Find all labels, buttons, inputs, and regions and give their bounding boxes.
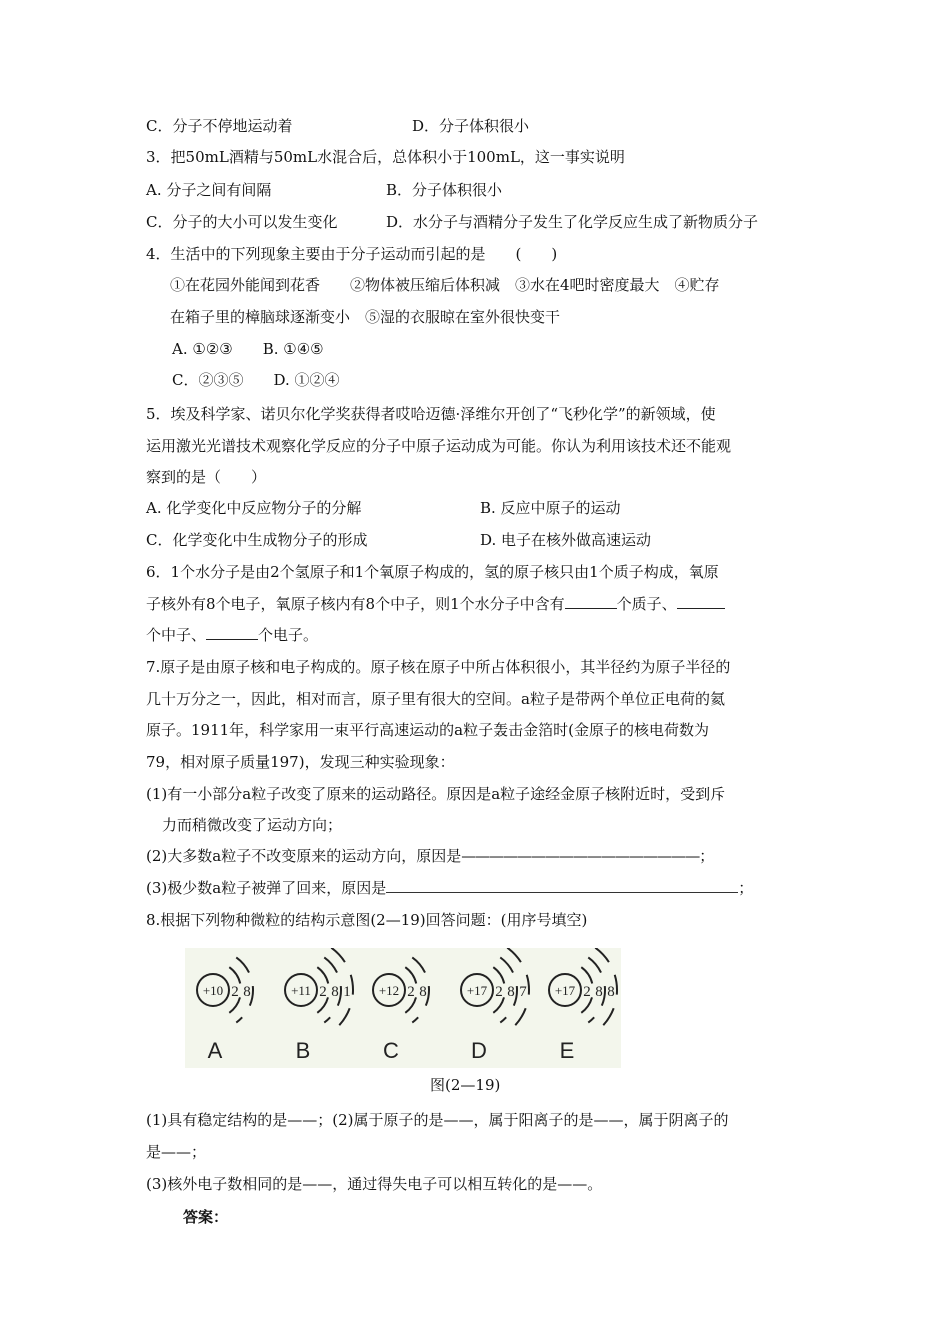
atom-letter: C bbox=[383, 1038, 399, 1063]
option-c-q3: C．分子的大小可以发生变化 bbox=[146, 213, 338, 231]
q4-options-cd: C．②③⑤ D. ①②④ bbox=[172, 371, 340, 389]
q7-part2 bbox=[146, 846, 714, 866]
question-7-line4: 79，相对原子质量197)，发现三种实验现象： bbox=[146, 753, 455, 771]
q7-part2-dashes: ————————————————— bbox=[461, 847, 700, 865]
atom-diagram-c bbox=[373, 957, 429, 1063]
question-5-line1: 5．埃及科学家、诺贝尔化学奖获得者哎哈迈德·泽维尔开创了“飞秒化学”的新领域，使 bbox=[146, 405, 716, 423]
shell-electron-count: 2 bbox=[495, 984, 503, 1000]
q7-part3 bbox=[146, 878, 753, 898]
question-7-line2: 几十万分之一，因此，相对而言，原子里有很大的空间。a粒子是带两个单位正电荷的氦 bbox=[146, 690, 725, 708]
question-7-line3: 原子。1911年，科学家用一束平行高速运动的a粒子轰击金箔时(金原子的核电荷数为 bbox=[146, 721, 709, 739]
q6-text-part1: 子核外有8个电子，氧原子核内有8个中子，则1个水分子中含有 bbox=[146, 595, 565, 613]
shell-electron-count: 2 bbox=[407, 984, 415, 1000]
atom-letter: B bbox=[295, 1038, 311, 1063]
question-5-line3: 察到的是（ ） bbox=[146, 468, 267, 486]
option-d-q2: D．分子体积很小 bbox=[412, 117, 530, 135]
question-6-line3 bbox=[146, 625, 318, 645]
q6-text-part4: 个电子。 bbox=[258, 626, 319, 644]
shell-electron-count: 8 bbox=[595, 984, 603, 1000]
nucleus-charge: +10 bbox=[202, 983, 224, 998]
q7-part2-text: (2)大多数a粒子不改变原来的运动方向，原因是 bbox=[146, 847, 462, 865]
q6-text-part3: 个中子、 bbox=[146, 626, 207, 644]
shell-electron-count: 8 bbox=[607, 984, 615, 1000]
shell-electron-count: 1 bbox=[343, 984, 351, 1000]
blank-electrons bbox=[206, 630, 258, 640]
shell-electron-count: 8 bbox=[507, 984, 515, 1000]
nucleus-charge: +12 bbox=[378, 983, 400, 998]
atom-diagram-a bbox=[197, 957, 253, 1063]
q4-options-ab: A. ①②③ B. ①④⑤ bbox=[172, 340, 324, 358]
option-d-q5: D. 电子在核外做高速运动 bbox=[480, 531, 652, 549]
shell-electron-count: 8 bbox=[243, 984, 251, 1000]
shell-electron-count: 2 bbox=[319, 984, 327, 1000]
shell-electron-count: 2 bbox=[231, 984, 239, 1000]
q8-part1-line2: 是——； bbox=[146, 1143, 207, 1161]
question-3: 3．把50mL酒精与50mL水混合后，总体积小于100mL，这一事实说明 bbox=[146, 148, 625, 166]
atom-letter: A bbox=[207, 1038, 223, 1063]
blank-neutrons bbox=[677, 599, 725, 609]
q8-part3: (3)核外电子数相同的是——，通过得失电子可以相互转化的是——。 bbox=[146, 1175, 603, 1193]
q8-part1-line1: (1)具有稳定结构的是——；(2)属于原子的是——，属于阳离子的是——，属于阴离子的 bbox=[146, 1111, 729, 1129]
q7-part1-line1: (1)有一小部分a粒子改变了原来的运动路径。原因是a粒子途经金原子核附近时，受到斥 bbox=[146, 785, 726, 803]
q7-part2-end: ； bbox=[699, 847, 715, 865]
q7-part1-line2: 力而稍微改变了运动方向； bbox=[162, 816, 343, 834]
option-c-q5: C．化学变化中生成物分子的形成 bbox=[146, 531, 368, 549]
q4-items-line1: ①在花园外能闻到花香 ②物体被压缩后体积减 ③水在4吧时密度最大 ④贮存 bbox=[170, 276, 720, 294]
atom-diagram-b bbox=[285, 948, 353, 1063]
nucleus-charge: +17 bbox=[466, 983, 488, 998]
atom-diagram-d bbox=[461, 948, 529, 1063]
question-6-line1: 6．1个水分子是由2个氢原子和1个氧原子构成的，氢的原子核只由1个质子构成，氧原 bbox=[146, 563, 719, 581]
atom-structure-figure bbox=[185, 948, 621, 1068]
q6-text-part2: 个质子、 bbox=[616, 595, 677, 613]
q7-part3-text: (3)极少数a粒子被弹了回来，原因是 bbox=[146, 879, 387, 897]
answer-heading: 答案： bbox=[183, 1208, 229, 1226]
shell-electron-count: 8 bbox=[331, 984, 339, 1000]
nucleus-charge: +17 bbox=[554, 983, 576, 998]
answer-blank-q7-3[interactable] bbox=[386, 878, 738, 893]
question-7-line1: 7.原子是由原子核和电子构成的。原子核在原子中所占体积很小，其半径约为原子半径的 bbox=[146, 658, 731, 676]
option-c-q2: C．分子不停地运动着 bbox=[146, 117, 293, 135]
shell-electron-count: 2 bbox=[583, 984, 591, 1000]
option-a-q3: A. 分子之间有间隔 bbox=[146, 181, 272, 199]
option-b-q5: B. 反应中原子的运动 bbox=[480, 499, 621, 517]
atom-letter: E bbox=[559, 1038, 575, 1063]
option-b-q3: B．分子体积很小 bbox=[386, 181, 503, 199]
atom-letter: D bbox=[471, 1038, 487, 1063]
shell-electron-count: 8 bbox=[419, 984, 427, 1000]
nucleus-charge: +11 bbox=[291, 983, 311, 998]
question-8: 8.根据下列物种微粒的结构示意图(2—19)回答问题：(用序号填空) bbox=[146, 911, 588, 929]
option-d-q3: D．水分子与酒精分子发生了化学反应生成了新物质分子 bbox=[386, 213, 759, 231]
question-5-line2: 运用激光光谱技术观察化学反应的分子中原子运动成为可能。你认为利用该技术还不能观 bbox=[146, 437, 732, 455]
atom-diagram-e bbox=[549, 948, 617, 1063]
q7-part3-end: ； bbox=[738, 879, 754, 897]
figure-caption: 图(2—19) bbox=[430, 1076, 501, 1094]
question-6-line2 bbox=[146, 594, 725, 614]
blank-protons bbox=[565, 599, 617, 609]
question-4: 4．生活中的下列现象主要由于分子运动而引起的是 ( ) bbox=[146, 245, 558, 263]
option-a-q5: A. 化学变化中反应物分子的分解 bbox=[146, 499, 362, 517]
atom-diagrams bbox=[185, 948, 621, 1068]
shell-electron-count: 7 bbox=[519, 984, 527, 1000]
q4-items-line2: 在箱子里的樟脑球逐渐变小 ⑤湿的衣服晾在室外很快变干 bbox=[170, 308, 561, 326]
